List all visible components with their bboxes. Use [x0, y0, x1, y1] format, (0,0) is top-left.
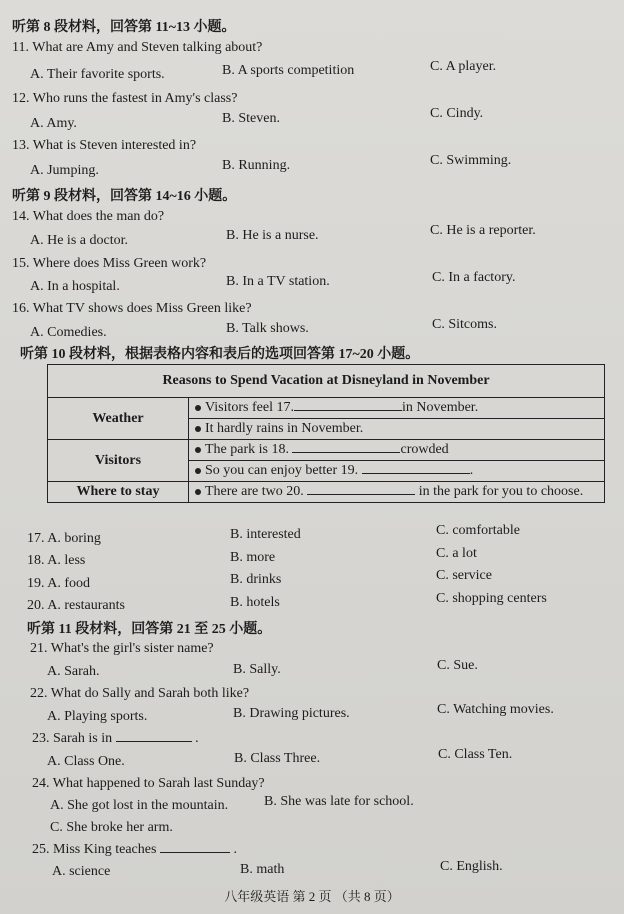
- answer-blank-18: [292, 452, 400, 453]
- visitors-row-1: The park is 18. crowded: [189, 440, 605, 461]
- section-9-heading: 听第 9 段材料，回答第 14~16 小题。: [12, 189, 237, 204]
- question-24-option-b: B. She was late for school.: [264, 794, 414, 809]
- bullet-icon: [195, 468, 201, 474]
- question-18-option-b: B. more: [230, 550, 276, 565]
- question-22-option-b: B. Drawing pictures.: [233, 706, 350, 721]
- question-15-option-a: A. In a hospital.: [30, 279, 120, 294]
- question-14-stem: 14. What does the man do?: [12, 209, 165, 224]
- answer-blank-19: [362, 473, 470, 474]
- question-19-option-a: 19. A. food: [27, 576, 90, 591]
- question-24-option-a: A. She got lost in the mountain.: [50, 798, 229, 813]
- question-12-stem: 12. Who runs the fastest in Amy's class?: [12, 91, 238, 106]
- page-footer: 八年级英语 第 2 页 （共 8 页）: [224, 889, 400, 904]
- question-22-option-a: A. Playing sports.: [47, 709, 148, 724]
- question-13-option-c: C. Swimming.: [430, 153, 512, 168]
- question-24-option-c: C. She broke her arm.: [50, 820, 173, 835]
- bullet-icon: [195, 489, 201, 495]
- question-25-option-a: A. science: [52, 864, 111, 879]
- question-22-stem: 22. What do Sally and Sarah both like?: [30, 686, 250, 701]
- where-to-stay-label: Where to stay: [48, 482, 189, 503]
- question-20-option-c: C. shopping centers: [436, 591, 547, 606]
- question-17-option-b: B. interested: [230, 527, 301, 542]
- question-11-option-c: C. A player.: [430, 59, 497, 74]
- answer-blank-17: [294, 410, 402, 411]
- question-22-option-c: C. Watching movies.: [437, 702, 554, 717]
- question-15-option-c: C. In a factory.: [432, 270, 516, 285]
- question-21-option-a: A. Sarah.: [47, 664, 100, 679]
- weather-row-2: It hardly rains in November.: [189, 419, 605, 440]
- answer-blank-20: [307, 494, 415, 495]
- question-11-option-a: A. Their favorite sports.: [30, 67, 165, 82]
- question-17-option-a: 17. A. boring: [27, 531, 101, 546]
- question-13-option-b: B. Running.: [222, 158, 291, 173]
- question-12-option-b: B. Steven.: [222, 111, 280, 126]
- question-21-option-c: C. Sue.: [437, 658, 478, 673]
- question-15-stem: 15. Where does Miss Green work?: [12, 256, 207, 271]
- question-25-stem: 25. Miss King teaches .: [32, 842, 237, 857]
- question-14-option-a: A. He is a doctor.: [30, 233, 128, 248]
- question-15-option-b: B. In a TV station.: [226, 274, 330, 289]
- question-11-stem: 11. What are Amy and Steven talking about?: [12, 40, 263, 55]
- question-19-option-c: C. service: [436, 568, 492, 583]
- answer-blank-23: [116, 741, 192, 742]
- question-18-option-a: 18. A. less: [27, 553, 86, 568]
- question-12-option-c: C. Cindy.: [430, 106, 484, 121]
- section-10-heading: 听第 10 段材料，根据表格内容和表后的选项回答第 17~20 小题。: [20, 347, 420, 362]
- question-20-option-b: B. hotels: [230, 595, 280, 610]
- stay-row-1: There are two 20. in the park for you to choose.: [189, 482, 605, 503]
- question-16-option-b: B. Talk shows.: [226, 321, 309, 336]
- question-12-option-a: A. Amy.: [30, 116, 77, 131]
- question-23-option-b: B. Class Three.: [234, 751, 321, 766]
- question-16-option-a: A. Comedies.: [30, 325, 107, 340]
- question-21-option-b: B. Sally.: [233, 662, 281, 677]
- question-16-stem: 16. What TV shows does Miss Green like?: [12, 301, 252, 316]
- bullet-icon: [195, 447, 201, 453]
- weather-label: Weather: [48, 398, 189, 440]
- visitors-row-2: So you can enjoy better 19. .: [189, 461, 605, 482]
- weather-row-1: Visitors feel 17. in November.: [189, 398, 605, 419]
- table-title: Reasons to Spend Vacation at Disneyland in November: [48, 365, 605, 398]
- question-14-option-c: C. He is a reporter.: [430, 223, 536, 238]
- question-25-option-b: B. math: [240, 862, 285, 877]
- question-11-option-b: B. A sports competition: [222, 63, 355, 78]
- reasons-table: [47, 364, 605, 503]
- question-23-stem: 23. Sarah is in .: [32, 731, 199, 746]
- question-16-option-c: C. Sitcoms.: [432, 317, 497, 332]
- section-8-heading: 听第 8 段材料，回答第 11~13 小题。: [12, 20, 236, 35]
- section-11-heading: 听第 11 段材料，回答第 21 至 25 小题。: [27, 622, 272, 637]
- question-21-stem: 21. What's the girl's sister name?: [30, 641, 214, 656]
- visitors-label: Visitors: [48, 440, 189, 482]
- question-19-option-b: B. drinks: [230, 572, 282, 587]
- question-18-option-c: C. a lot: [436, 546, 477, 561]
- question-23-option-c: C. Class Ten.: [438, 747, 513, 762]
- question-17-option-c: C. comfortable: [436, 523, 520, 538]
- question-20-option-a: 20. A. restaurants: [27, 598, 125, 613]
- question-25-option-c: C. English.: [440, 859, 503, 874]
- answer-blank-25: [160, 852, 230, 853]
- question-24-stem: 24. What happened to Sarah last Sunday?: [32, 776, 265, 791]
- question-13-option-a: A. Jumping.: [30, 163, 99, 178]
- question-14-option-b: B. He is a nurse.: [226, 228, 319, 243]
- question-23-option-a: A. Class One.: [47, 754, 125, 769]
- bullet-icon: [195, 426, 201, 432]
- bullet-icon: [195, 405, 201, 411]
- question-13-stem: 13. What is Steven interested in?: [12, 138, 197, 153]
